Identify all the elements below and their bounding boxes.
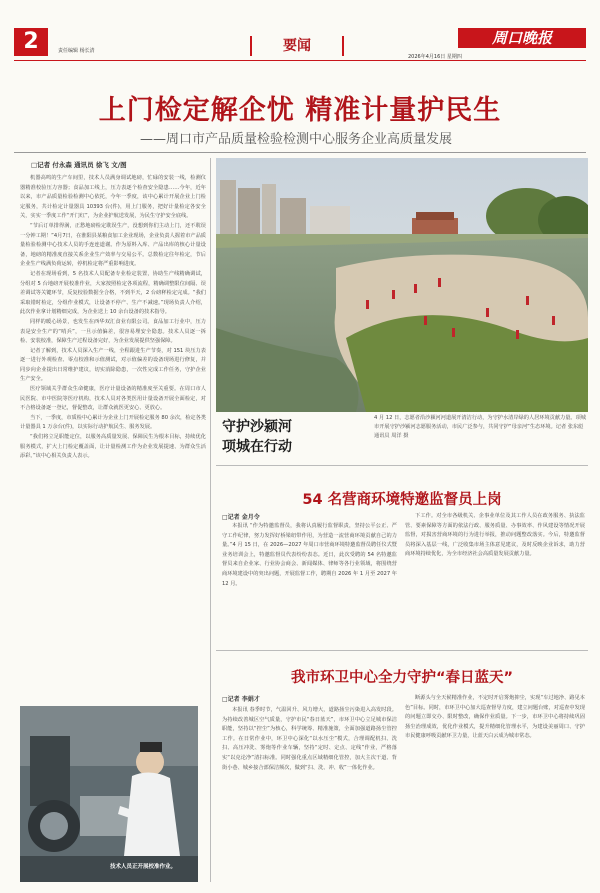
section-box <box>250 36 344 56</box>
paragraph: 记者在现场看到，5 名技术人员配备专业检定装置，协助生产线精确调试，分组对 5 台地磅开展校准作业，大家按照检定各项流程，精确调整限位间隔、误差调试等关键环节，反复校验数据全合格，不到半天，2 台磅秤检定完成。“我们采取错时检定，分组作业模式，让设备不停产、生产不减速。”现场负责人介绍，此次作业拿计划精细完成，为企业送上 10 余台设备的技术指导。 <box>20 270 206 316</box>
technician-caption: 技术人员正开展校准作业。 <box>110 864 177 870</box>
paragraph: 机器高鸣的生产车间里，技术人员满身调试地磅，忙碌的安装一线，检测仪器精准校验压力容器；食品加工线上，压力表逐个检查安全隐患……今年，近年以来，市产品质量检验检测中心依托，今年一季度，该中心累计开展企业上门检定服务，共计检定计量器具 10393 台(件)，用上门服务，把好计量检定各安全关，实实一季度工作“开门红”，为企业护航送发展，为民生守护安全底线。 <box>20 175 206 220</box>
lead-headline: 上门检定解企忧 精准计量护民生 <box>98 95 502 126</box>
column-divider <box>210 158 211 882</box>
article3-headline: 我市环卫中心全力守护“春日蓝天” <box>290 670 514 686</box>
article2-byline: □记者 金月令 <box>222 514 260 521</box>
dateline: 2026年4月16日 星期四 <box>408 54 462 60</box>
feature-title-line2: 项城在行动 <box>222 439 292 455</box>
paragraph: “节后订单排得满，正愁地磅检定耽误生产，没想到你们主动上门，还不耽误一分钟工期！”4月7日，在淮阳县某粮食加工企业现场，企业负责人握着市产品质量检验检测中心技术人员的手连连道谢。作为原料入库、产品出库的核心计量设备，地磅的精准度直接关系企业生产效率与交易公平。总数检定往年检定，节后企业生产线满负荷运转，停机检定将严重影响进度。 <box>20 222 206 268</box>
article2-headline: 54 名营商环境特邀监督员上岗 <box>302 492 502 508</box>
divider <box>216 650 588 651</box>
article2-body-right: 下工作。对全市各级机关、企事业单位及其工作人员在政务服务、执法监管、要素保障等方面的依法行政、服务质量、办事效率、作风建设等情况开展监督，对损害营商环境的行为进行举报，推动问题整改落实。今后，特邀监督员将深入基层一线，广泛收集市场主体意见建议，及时反映企业诉求，助力营商环境持续优化，为全市经济社会高质量发展贡献力量。 <box>405 513 585 558</box>
article3-body-left: 本报讯 春季时节，气温回升、风力增大，道路扬尘污染进入高发时段。为持续改善城区空气质量，守护市民“春日蓝天”，市环卫中心立足城市保洁职能，坚持以“控尘”为核心，科学统筹、精准施策，全面加强道路扬尘管控工作。在日常作业中，环卫中心深化“以水压尘”模式，合理调配机扫、洗扫、高压冲洗、雾炮等作业车辆，坚持“定时、定点、定线”作业，严格落实“以克论净”清扫标准。同时强化重点区域精细化管控，加大主次干道、背街小巷、城乡接合部保洁频次，做到“扫、洗、冲、收”一体化作业。 <box>222 707 397 771</box>
article2-body-left: 本报讯 “作为特邀监督员，我将认真履行监督职责，坚持公平公正、严守工作纪律，努力发挥好桥梁纽带作用，为营造一流营商环境贡献自己的力量。”4 月 15 日，在 2026—2027 年周口市营商环境特邀监督员聘任仪式暨业务培训会上，特邀监督员代表纷纷表态。近日，此次受聘的 54 名特邀监督员来自企业家、行业协会商会、新闻媒体、律师等各行业领域，将围绕营商环境建设中的突出问题，开展监督工作，聘期自 2026 年 1 月至 2027 年 12 月。 <box>222 523 397 587</box>
paragraph: 当下，一季度，市质检中心累计为企业上门开展检定服务 80 余次，检定各类计量器具 1 万余台(件)，以实际行动护航民生、服务发展。 <box>20 414 206 431</box>
paragraph: 同样的暖心场景，也发生在西华双汇食业有限公司。食品加工行业中，压力表是安全生产的“哨兵”，一旦示值偏差，很容易埋安全隐患。技术人员逐一拆检、安装校准，保障生产过程设备完好，为企业发展提供坚强保障。 <box>20 318 206 345</box>
article3-byline: □记者 李娟才 <box>222 696 260 703</box>
feature-title-line1: 守护沙颍河 <box>222 419 292 435</box>
technician-photo <box>20 706 198 882</box>
header-rule <box>14 60 586 61</box>
newspaper-logo: 周口晚报 <box>458 28 586 48</box>
lead-body <box>20 174 206 702</box>
article3-body-right: 断源头与全天候精准作业，不定时开启雾炮抑尘，实现“车过地净、路见本色”目标。同时，市环卫中心加大巡查督导力度，建立问题台账，对巡查中发现的问题立即交办、限时整改，确保作业质量。下一步，市环卫中心将持续巩固扬尘治理成效，优化作业模式，提升精细化管理水平，为建设美丽周口、守护市民健康呼吸贡献环卫力量，让蓝天白云成为城市常态。 <box>405 695 585 740</box>
divider <box>14 152 586 153</box>
lead-byline: □记者 付永森 通讯员 徐飞 文/图 <box>31 161 127 169</box>
divider <box>216 465 588 466</box>
paragraph: 医疗领域关乎群众生命健康，医疗计量设备的精准度至关重要。在周口市人民医院、市中医院等医疗机构，技术人员对各类医用计量设备开展全面检定，对不合格设备逐一登记，督促整改，让群众就医更安心、更放心。 <box>20 386 206 412</box>
section-label: 要闻 <box>283 38 311 54</box>
river-cleanup-photo <box>216 158 588 412</box>
editor-line: 责任编辑 杨长清 <box>58 48 95 54</box>
paragraph: “我们将立足职能定位，以服务高质量发展、保障民生为根本目标，持续优化服务模式，扩大上门检定覆盖面，让计量检测工作为企业发展提速、为群众生活添彩。”该中心相关负责人表示。 <box>20 434 206 460</box>
paragraph: 记者了解到，技术人员深入生产一线，全程跟进生产节奏，对 151 块压力表逐一进行外观检查、零点校准和示值测试，对示值偏差的设备现场进行修复，并同步向企业提出日常维护建议，切实消除隐患，一次性完成工作任务，守护企业生产安全。 <box>20 347 206 383</box>
lead-subhead: ——周口市产品质量检验检测中心服务企业高质量发展 <box>140 132 453 147</box>
page-number: 2 <box>14 28 48 56</box>
feature-caption: 4 月 12 日，志愿者沿沙颍河河道展开清洁行动，为守护水清岸绿的人居环境贡献力量。项城市开展守护沙颍河志愿服务活动，市民广泛参与，共同守护“母亲河”生态环境。记者 张东彪 通讯员 周洋 摄 <box>374 415 586 439</box>
